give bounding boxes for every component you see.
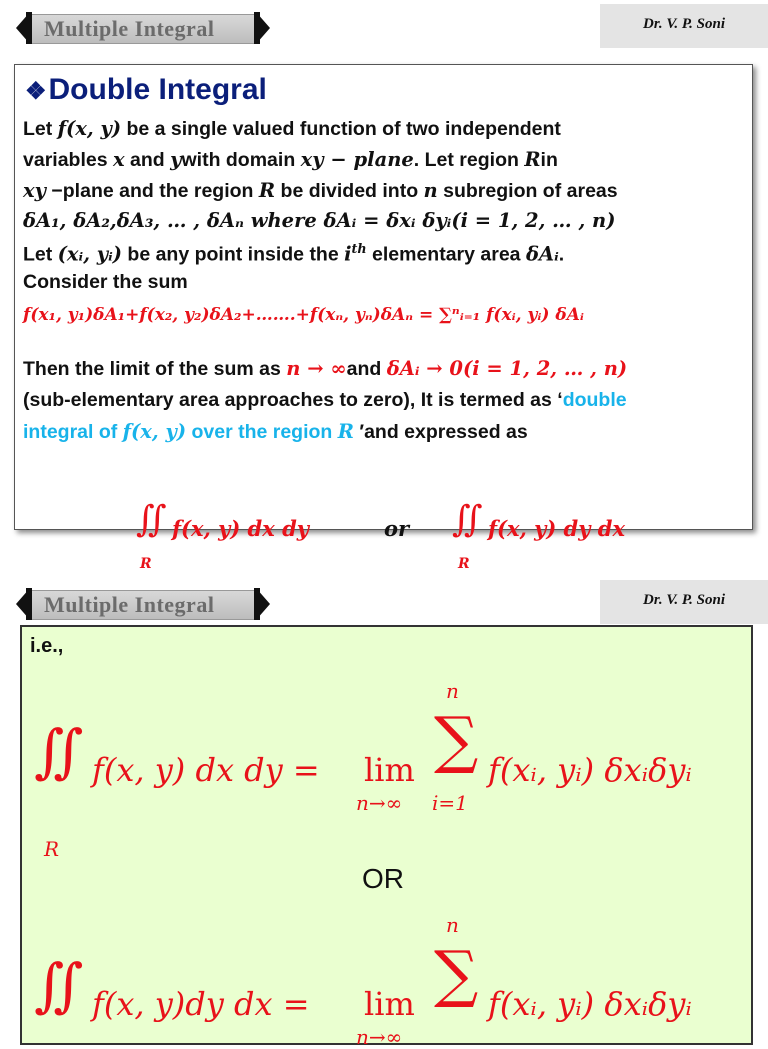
title-text: Double Integral	[48, 73, 267, 106]
math: f(x, y)	[57, 117, 122, 140]
lim-sub: n→∞	[356, 1025, 403, 1049]
sigma-icon: ∑	[434, 703, 479, 776]
math: δAᵢ	[525, 242, 559, 266]
or-word: or	[384, 516, 410, 541]
t: and expressed as	[364, 421, 528, 443]
double-integral-icon: ∬	[452, 499, 483, 540]
text-line-9	[23, 389, 627, 412]
banner-title: Multiple Integral	[44, 16, 215, 41]
four-diamond-icon: ❖	[25, 78, 47, 105]
text-line-10	[23, 420, 528, 444]
lim-label: lim	[364, 985, 415, 1023]
t: be a single valued function of two independent	[121, 118, 561, 140]
sigma-icon: ∑	[434, 937, 479, 1010]
banner-left-bar	[26, 588, 32, 620]
slide-2	[0, 576, 768, 1049]
text-line-1	[23, 117, 561, 141]
banner-right-bar	[254, 588, 260, 620]
integral-right: f(x, y) dy dx	[488, 516, 625, 541]
math: th	[351, 241, 367, 256]
eq2-lhs: f(x, y)dy dx =	[92, 985, 310, 1023]
slide-title	[25, 73, 267, 107]
math: R	[337, 420, 354, 443]
math: x	[112, 148, 125, 171]
math: R	[524, 148, 541, 171]
t: variables	[23, 149, 113, 171]
t: −plane and the region	[45, 180, 259, 202]
t: Then the limit of the sum as	[23, 358, 287, 380]
eq1-lhs: f(x, y) dx dy =	[92, 751, 320, 789]
ie-label: i.e.,	[30, 635, 64, 657]
sum-top: n	[446, 679, 459, 703]
eq1-rhs: f(xᵢ, yᵢ) δxᵢδyᵢ	[488, 751, 692, 789]
author-label: Dr. V. P. Soni	[600, 580, 768, 624]
math: (xᵢ, yᵢ)	[57, 242, 122, 266]
t: .	[558, 243, 565, 266]
math: n	[423, 179, 438, 202]
t: double	[562, 389, 627, 411]
or-word: OR	[362, 863, 404, 894]
sum-top: n	[446, 913, 459, 937]
region-label: R	[44, 837, 60, 861]
banner-right-bar	[254, 12, 260, 44]
t: integral of	[23, 421, 123, 443]
content-box	[14, 64, 753, 530]
t: and	[124, 149, 171, 171]
t: elementary area	[366, 243, 526, 266]
t: Let	[23, 118, 58, 140]
t: . Let region	[413, 149, 525, 171]
lim-sub: n→∞	[356, 791, 403, 815]
text-line-4: δA₁, δA₂,δA₃, … , δAₙ where δAᵢ = δxᵢ δyᵢ(i = 1, 2, … , n)	[23, 209, 616, 232]
math: n → ∞	[286, 357, 347, 380]
text-line-5	[23, 241, 564, 267]
math: xy − plane	[300, 148, 414, 171]
text-line-8	[23, 357, 627, 381]
text-line-2	[23, 148, 558, 172]
section-banner	[16, 12, 270, 44]
t: subregion of areas	[437, 180, 618, 202]
section-banner	[16, 588, 270, 620]
t: be divided into	[275, 180, 424, 202]
sum-line: f(x₁, y₁)δA₁+f(x₂, y₂)δA₂+…….+f(xₙ, yₙ)δAₙ = ∑ⁿᵢ₌₁ f(xᵢ, yᵢ) δAᵢ	[23, 305, 584, 325]
region-label: R	[458, 556, 470, 572]
banner-left-bar	[26, 12, 32, 44]
sum-bottom: i=1	[432, 791, 468, 815]
formula-box	[20, 625, 753, 1049]
math: i	[344, 242, 352, 266]
math: f(x, y)	[122, 420, 187, 443]
double-integral-icon: ∬	[136, 499, 167, 540]
t: ′	[353, 421, 365, 443]
t: with domain	[181, 149, 301, 171]
text-line-3	[23, 179, 618, 203]
region-label: R	[140, 556, 152, 572]
t: Let	[23, 243, 58, 266]
math: R	[258, 179, 276, 202]
t: in	[540, 149, 558, 171]
integral-left: f(x, y) dx dy	[172, 516, 309, 541]
banner-title: Multiple Integral	[44, 592, 215, 617]
double-integral-icon: ∬	[34, 951, 84, 1019]
t: (sub-elementary area approaches to zero), It is termed as ‘	[23, 389, 563, 411]
lim-label: lim	[364, 751, 415, 789]
double-integral-icon: ∬	[34, 717, 84, 785]
text-line-6: Consider the sum	[23, 271, 188, 293]
math: δAᵢ → 0(i = 1, 2, … , n)	[386, 357, 628, 380]
math: xy	[23, 179, 46, 202]
t: be any point inside the	[122, 243, 345, 266]
eq2-rhs: f(xᵢ, yᵢ) δxᵢδyᵢ	[488, 985, 692, 1023]
author-label: Dr. V. P. Soni	[600, 4, 768, 48]
t: over the region	[186, 421, 338, 443]
t: and	[346, 358, 387, 380]
math: y	[170, 148, 182, 171]
